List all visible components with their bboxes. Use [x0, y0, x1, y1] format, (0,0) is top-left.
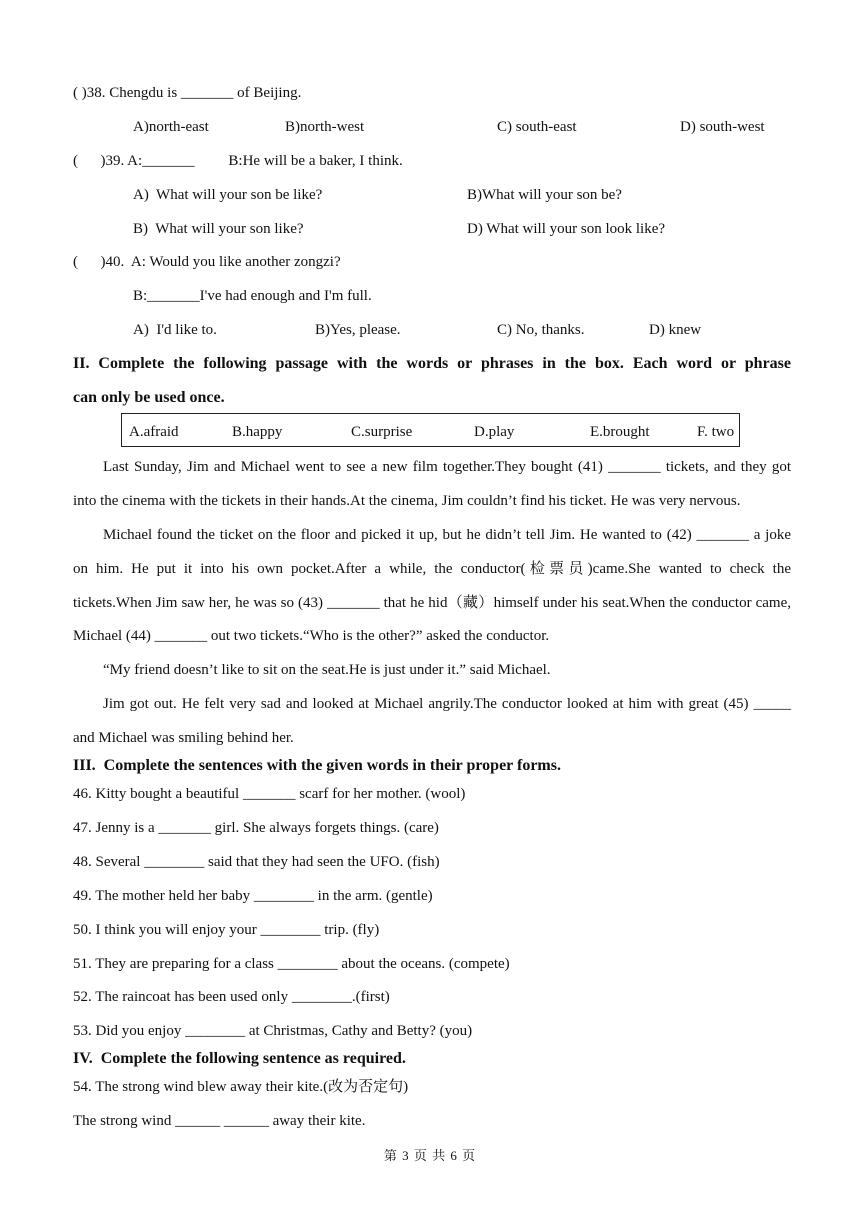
word-box — [121, 413, 740, 447]
q40-option-d: D) knew — [649, 322, 702, 338]
sentence-item: 52. The raincoat has been used only ________.(first) — [73, 989, 390, 1005]
passage-line: and Michael was smiling behind her. — [73, 730, 294, 746]
question-38-stem: ( )38. Chengdu is _______ of Beijing. — [73, 85, 302, 101]
section-2-title-line2: can only be used once. — [73, 389, 225, 406]
q40-option-a: A) I'd like to. — [133, 322, 217, 338]
section-4-title: IV. Complete the following sentence as required. — [73, 1050, 406, 1067]
word-box-item: C.surprise — [351, 424, 413, 440]
q38-option-d: D) south-west — [680, 119, 765, 135]
section-2-title-line1: II. Complete the following passage with the words or phrases in the box. Each word or phrase — [73, 355, 791, 372]
passage-line: Last Sunday, Jim and Michael went to see a new film together.They bought (41) _______ tickets, and they got — [103, 459, 791, 475]
sentence-item: 47. Jenny is a _______ girl. She always forgets things. (care) — [73, 820, 439, 836]
q39-option-c: B) What will your son like? — [133, 221, 304, 237]
word-box-item: B.happy — [232, 424, 283, 440]
q39-option-b: B)What will your son be? — [467, 187, 622, 203]
question-54: 54. The strong wind blew away their kite.(改为否定句) — [73, 1079, 409, 1095]
word-box-item: D.play — [474, 424, 515, 440]
q38-option-a: A)north-east — [133, 119, 209, 135]
q38-option-b: B)north-west — [285, 119, 365, 135]
passage-line: Michael found the ticket on the floor and picked it up, but he didn’t tell Jim. He wanted to (42) _______ a joke — [103, 527, 791, 543]
sentence-item: 53. Did you enjoy ________ at Christmas, Cathy and Betty? (you) — [73, 1023, 473, 1039]
word-box-item: A.afraid — [129, 424, 179, 440]
passage-line: Jim got out. He felt very sad and looked at Michael angrily.The conductor looked at him with great (45) _____ — [103, 696, 791, 712]
q40-option-c: C) No, thanks. — [497, 322, 585, 338]
q40-line2: B:_______I've had enough and I'm full. — [133, 288, 372, 304]
sentence-item: 49. The mother held her baby ________ in the arm. (gentle) — [73, 888, 433, 904]
page-footer: 第 3 页 共 6 页 — [383, 1148, 477, 1163]
sentence-item: 51. They are preparing for a class ________ about the oceans. (compete) — [73, 956, 510, 972]
passage-line: tickets.When Jim saw her, he was so (43) _______ that he hid（藏）himself under his seat.When the conductor came, — [73, 595, 791, 611]
sentence-item: 46. Kitty bought a beautiful _______ scarf for her mother. (wool) — [73, 786, 466, 802]
word-box-item: F. two — [697, 424, 735, 440]
sentence-item: 50. I think you will enjoy your ________ trip. (fly) — [73, 922, 380, 938]
passage-line: on him. He put it into his own pocket.After a while, the conductor(检票员)came.She wanted to check the — [73, 561, 791, 577]
q38-option-c: C) south-east — [497, 119, 577, 135]
q40-option-b: B)Yes, please. — [315, 322, 401, 338]
q39-option-d: D) What will your son look like? — [467, 221, 666, 237]
passage-line: into the cinema with the tickets in their hands.At the cinema, Jim couldn’t find his ticket. He was very nervous. — [73, 493, 741, 509]
passage-line: “My friend doesn’t like to sit on the seat.He is just under it.” said Michael. — [103, 662, 551, 678]
section-3-title: III. Complete the sentences with the given words in their proper forms. — [73, 757, 561, 774]
passage-line: Michael (44) _______ out two tickets.“Who is the other?” asked the conductor. — [73, 628, 550, 644]
q39-option-a: A) What will your son be like? — [133, 187, 323, 203]
question-40-stem: ( )40. A: Would you like another zongzi? — [73, 254, 341, 270]
sentence-item: 48. Several ________ said that they had seen the UFO. (fish) — [73, 854, 440, 870]
question-39-stem: ( )39. A:_______ B:He will be a baker, I think. — [73, 153, 403, 169]
word-box-item: E.brought — [590, 424, 650, 440]
question-54-answer-line: The strong wind ______ ______ away their kite. — [73, 1113, 366, 1129]
